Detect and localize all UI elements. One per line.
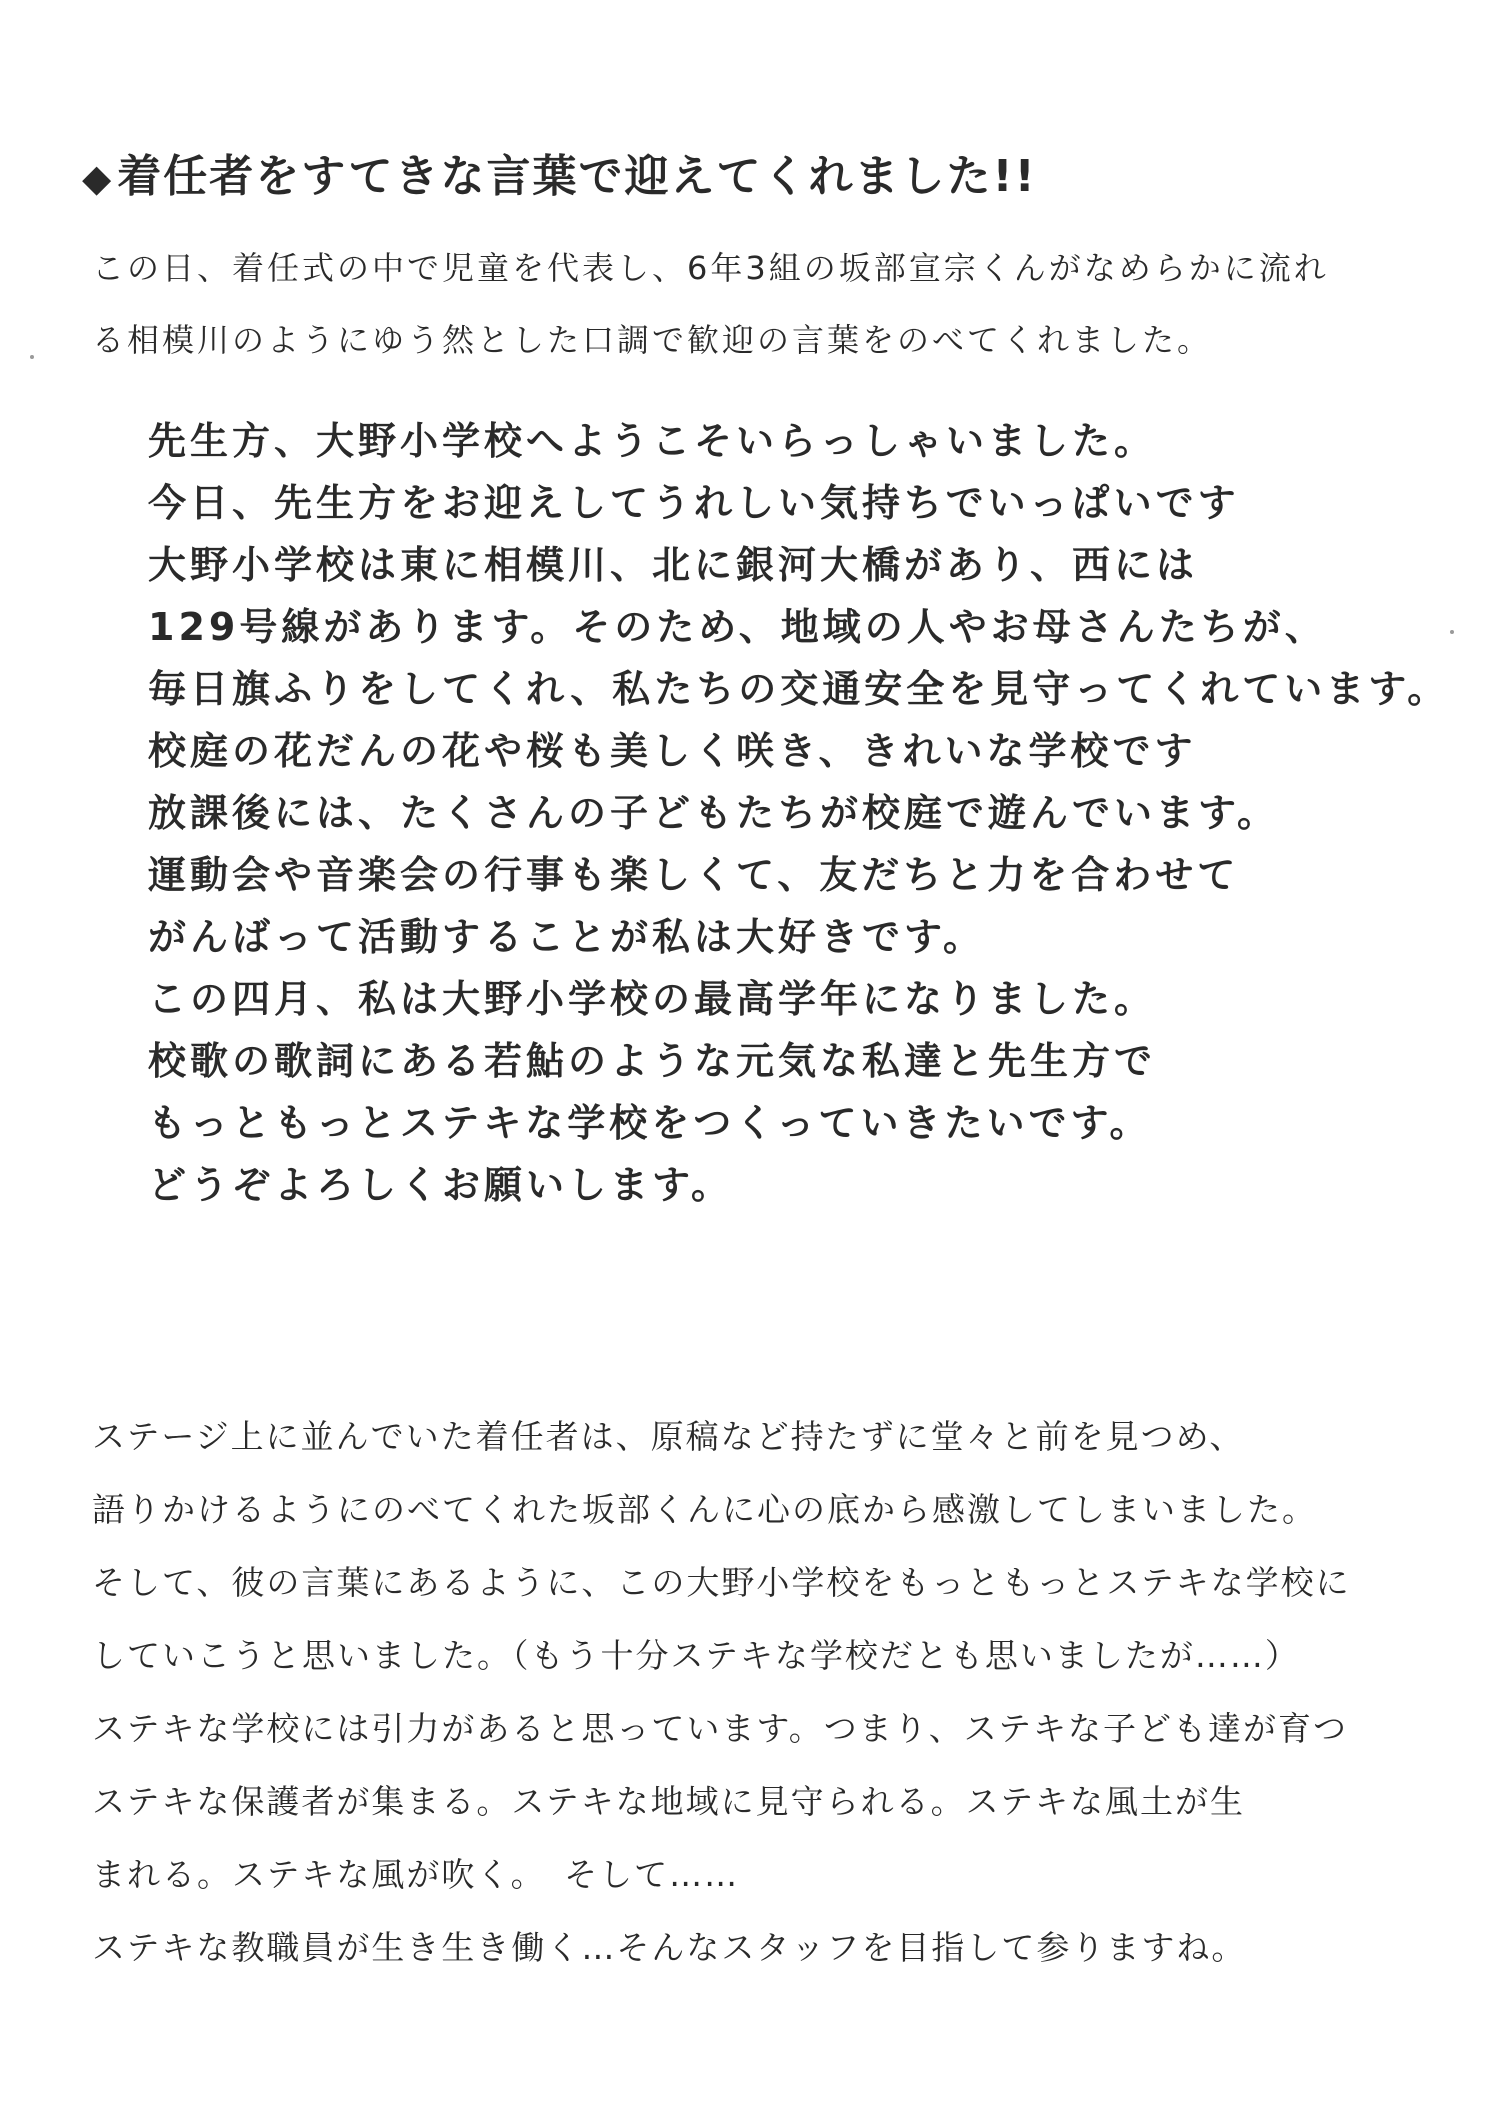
closing-line: 語りかけるようにのべてくれた坂部くんに心の底から感激してしまいました。 [92, 1490, 1317, 1529]
closing-paragraph [92, 1400, 1351, 1984]
intro-paragraph [92, 232, 1329, 376]
speech-line: 大野小学校は東に相模川、北に銀河大橋があり、西には [148, 543, 1199, 587]
closing-line: ステキな教職員が生き生き働く…そんなスタッフを目指して参りますね。 [92, 1928, 1247, 1967]
closing-line: そして、彼の言葉にあるように、この大野小学校をもっともっとステキな学校に [92, 1563, 1351, 1602]
speech-line: 校庭の花だんの花や桜も美しく咲き、きれいな学校です [148, 729, 1197, 773]
speech-line: 先生方、大野小学校へようこそいらっしゃいました。 [148, 419, 1157, 463]
diamond-bullet-icon: ◆ [82, 156, 114, 200]
closing-line: ステキな保護者が集まる。ステキな地域に見守られる。ステキな風土が生 [92, 1782, 1246, 1821]
speech-line: 毎日旗ふりをしてくれ、私たちの交通安全を見守ってくれています。 [148, 667, 1450, 711]
speech-line: 放課後には、たくさんの子どもたちが校庭で遊んでいます。 [148, 791, 1279, 835]
speech-line: この四月、私は大野小学校の最高学年になりました。 [148, 977, 1157, 1021]
scan-speck [30, 355, 34, 359]
speech-line: 129号線があります。そのため、地域の人やお母さんたちが、 [148, 605, 1327, 649]
page-title [82, 140, 1037, 204]
speech-line: もっともっとステキな学校をつくっていきたいです。 [148, 1101, 1152, 1145]
speech-line: 校歌の歌詞にある若鮎のような元気な私達と先生方で [148, 1039, 1157, 1083]
closing-line: まれる。ステキな風が吹く。 そして…… [92, 1855, 740, 1894]
speech-line: 運動会や音楽会の行事も楽しくて、友だちと力を合わせて [148, 853, 1240, 897]
closing-line: していこうと思いました。（もう十分ステキな学校だとも思いましたが……） [92, 1636, 1300, 1675]
speech-line: がんばって活動することが私は大好きです。 [148, 915, 985, 959]
closing-line: ステキな学校には引力があると思っています。つまり、ステキな子ども達が育つ [92, 1709, 1349, 1748]
intro-line: る相模川のようにゆう然とした口調で歓迎の言葉をのべてくれました。 [92, 321, 1213, 359]
welcome-speech [148, 410, 1449, 1216]
closing-line: ステージ上に並んでいた着任者は、原稿など持たずに堂々と前を見つめ、 [92, 1417, 1245, 1456]
scan-speck [1450, 630, 1454, 634]
speech-line: 今日、先生方をお迎えしてうれしい気持ちでいっぱいです [148, 481, 1240, 525]
intro-line: この日、着任式の中で児童を代表し、6年3組の坂部宣宗くんがなめらかに流れ [92, 249, 1329, 287]
speech-line: どうぞよろしくお願いします。 [148, 1163, 733, 1207]
title-text: 着任者をすてきな言葉で迎えてくれました!! [117, 151, 1037, 202]
